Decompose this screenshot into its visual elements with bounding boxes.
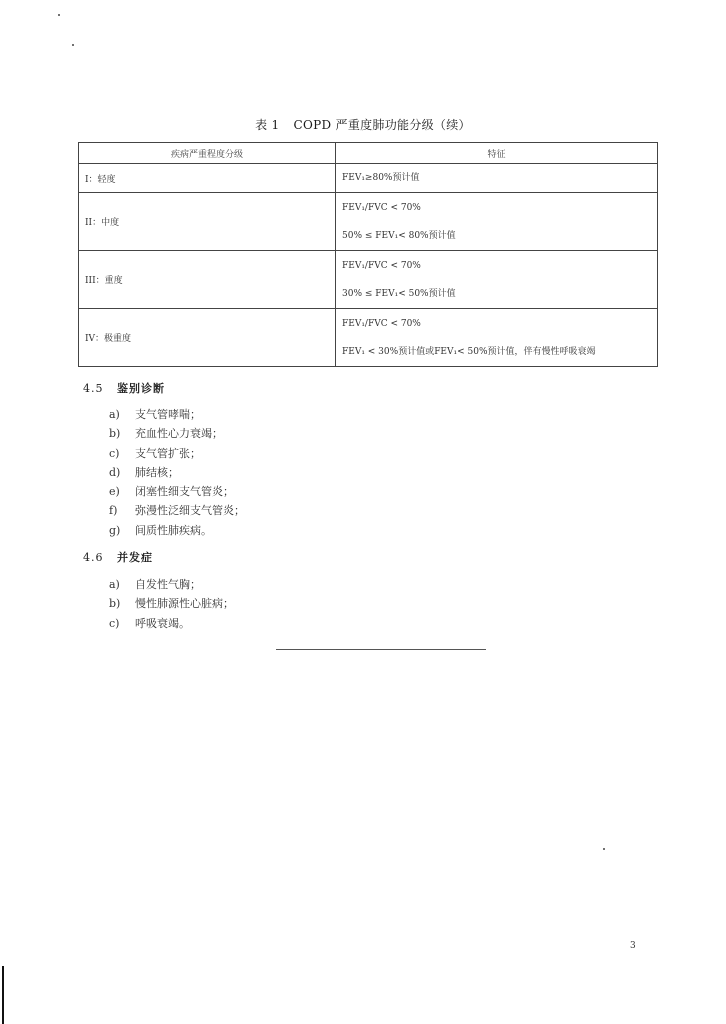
feature-line: FEV₁/FVC < 70% [342, 318, 421, 329]
header-feature: 特征 [336, 143, 658, 164]
grade-cell: II：中度 [79, 193, 336, 251]
section-title: 鉴别诊断 [117, 382, 165, 395]
feature-line: 50% ≤ FEV₁< 80%预计值 [342, 230, 456, 241]
list-item [109, 594, 234, 613]
list-item [109, 482, 245, 501]
table-row [79, 309, 658, 367]
list-marker: g) [109, 523, 121, 537]
list-text: 间质性肺疾病。 [135, 523, 212, 537]
list-marker: e) [109, 485, 120, 499]
end-rule [276, 649, 486, 650]
grade-cell: III：重度 [79, 251, 336, 309]
list-marker: f) [109, 504, 118, 518]
feature-line: FEV₁ < 30%预计值或FEV₁< 50%预计值，伴有慢性呼吸衰竭 [342, 346, 596, 357]
feature-cell [336, 309, 658, 367]
list-item [109, 575, 234, 594]
feature-cell [336, 164, 658, 193]
list-text: 自发性气胸； [135, 578, 201, 591]
page-number: 3 [630, 941, 636, 951]
feature-line: 30% ≤ FEV₁< 50%预计值 [342, 288, 456, 299]
list-text: 支气管扩张； [135, 446, 201, 460]
grade-cell: IV：极重度 [79, 309, 336, 367]
list-item [109, 463, 245, 482]
header-grade: 疾病严重程度分级 [79, 143, 336, 164]
scan-speck [603, 848, 605, 850]
table-caption [0, 116, 726, 133]
table-row [79, 251, 658, 309]
list-marker: a) [109, 408, 120, 421]
feature-line: FEV₁≥80%预计值 [342, 173, 420, 183]
list-text: 慢性肺源性心脏病； [135, 597, 234, 611]
table-header-row [79, 143, 658, 164]
list-marker: b) [109, 427, 121, 441]
scan-speck [72, 44, 74, 46]
copd-grade-table [78, 142, 658, 367]
feature-line: FEV₁/FVC < 70% [342, 202, 421, 213]
complications-list [109, 575, 234, 633]
scan-edge-mark [2, 966, 4, 1024]
list-marker: b) [109, 597, 121, 611]
list-marker: a) [109, 578, 120, 591]
feature-line: FEV₁/FVC < 70% [342, 260, 421, 271]
list-item [109, 501, 245, 520]
list-text: 弥漫性泛细支气管炎； [135, 504, 245, 518]
list-item [109, 614, 234, 633]
table-row [79, 164, 658, 193]
list-item [109, 424, 245, 443]
list-item [109, 521, 245, 540]
grade-cell: I：轻度 [79, 164, 336, 193]
list-item [109, 405, 245, 424]
section-heading-complications [83, 549, 153, 565]
feature-cell [336, 251, 658, 309]
list-text: 支气管哮喘； [135, 408, 201, 421]
list-marker: d) [109, 465, 121, 479]
section-number: 4.5 [83, 382, 104, 395]
table-label: 表 1 [255, 118, 280, 132]
section-title: 并发症 [117, 551, 153, 564]
table-title: COPD 严重度肺功能分级（续） [293, 118, 471, 132]
list-marker: c) [109, 616, 120, 630]
differential-diagnosis-list [109, 405, 245, 540]
section-number: 4.6 [83, 551, 104, 564]
list-text: 呼吸衰竭。 [135, 616, 190, 630]
list-text: 肺结核； [135, 465, 179, 479]
list-text: 充血性心力衰竭； [135, 427, 223, 441]
list-text: 闭塞性细支气管炎； [135, 485, 234, 499]
scan-speck [58, 14, 60, 16]
feature-cell [336, 193, 658, 251]
list-marker: c) [109, 446, 120, 460]
table-row [79, 193, 658, 251]
list-item [109, 444, 245, 463]
section-heading-differential-diagnosis [83, 380, 165, 396]
